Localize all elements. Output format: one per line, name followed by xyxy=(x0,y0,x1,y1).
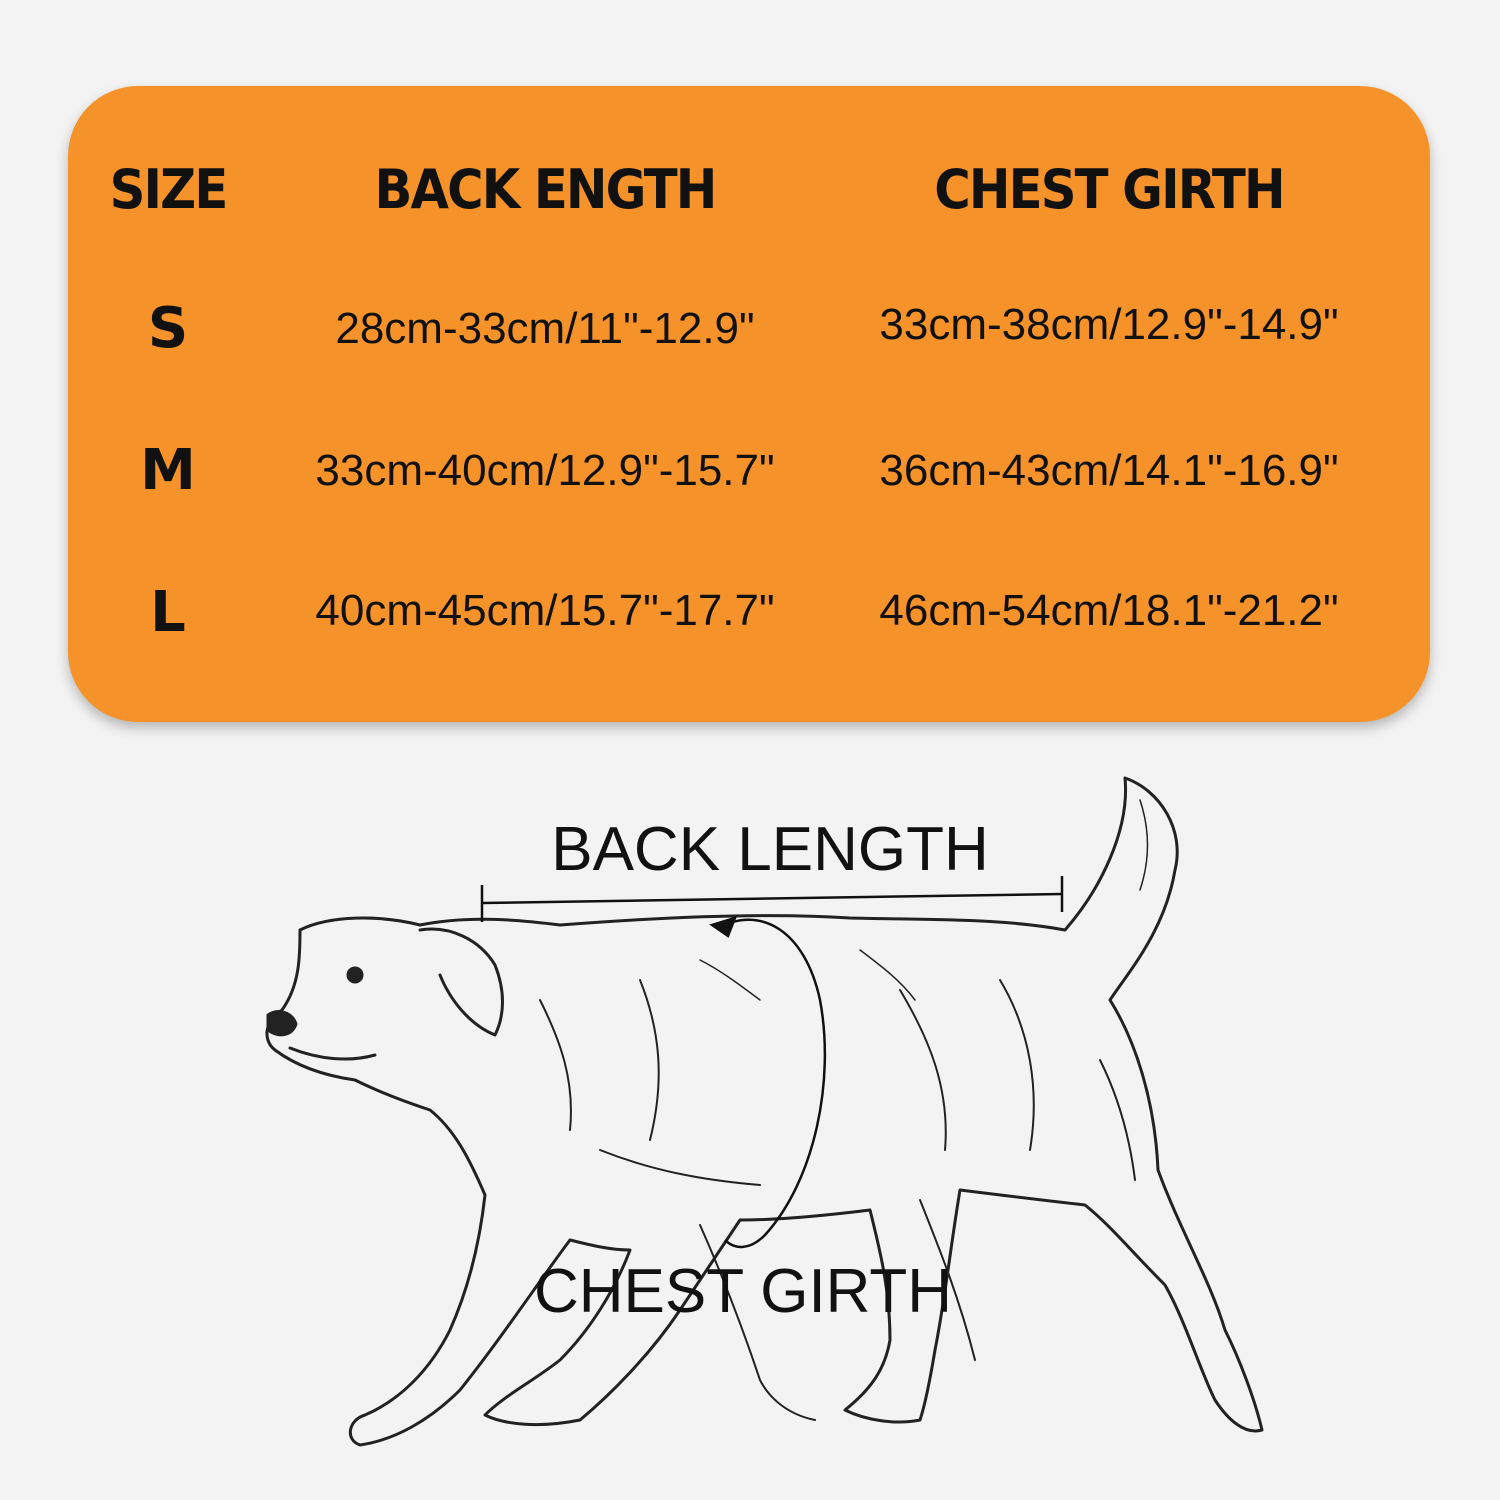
chest-girth-indicator xyxy=(712,918,825,1247)
back-length-l: 40cm-45cm/15.7"-17.7" xyxy=(315,586,775,635)
size-m: M xyxy=(140,438,196,503)
back-length-s: 28cm-33cm/11"-12.9" xyxy=(335,304,755,353)
header-size: SIZE xyxy=(109,158,227,221)
header-chest-girth: CHEST GIRTH xyxy=(934,158,1284,221)
dog-measurement-diagram xyxy=(0,740,1500,1500)
chest-girth-label: CHEST GIRTH xyxy=(534,1257,952,1326)
back-length-m: 33cm-40cm/12.9"-15.7" xyxy=(315,446,775,495)
chest-girth-l: 46cm-54cm/18.1"-21.2" xyxy=(879,586,1339,635)
back-length-label: BACK LENGTH xyxy=(551,815,989,884)
size-table xyxy=(68,86,1430,722)
header-back-length: BACK ENGTH xyxy=(374,158,716,221)
size-l: L xyxy=(150,580,186,645)
size-s: S xyxy=(147,296,189,361)
chest-girth-m: 36cm-43cm/14.1"-16.9" xyxy=(879,446,1339,495)
chest-girth-s: 33cm-38cm/12.9"-14.9" xyxy=(879,300,1339,349)
